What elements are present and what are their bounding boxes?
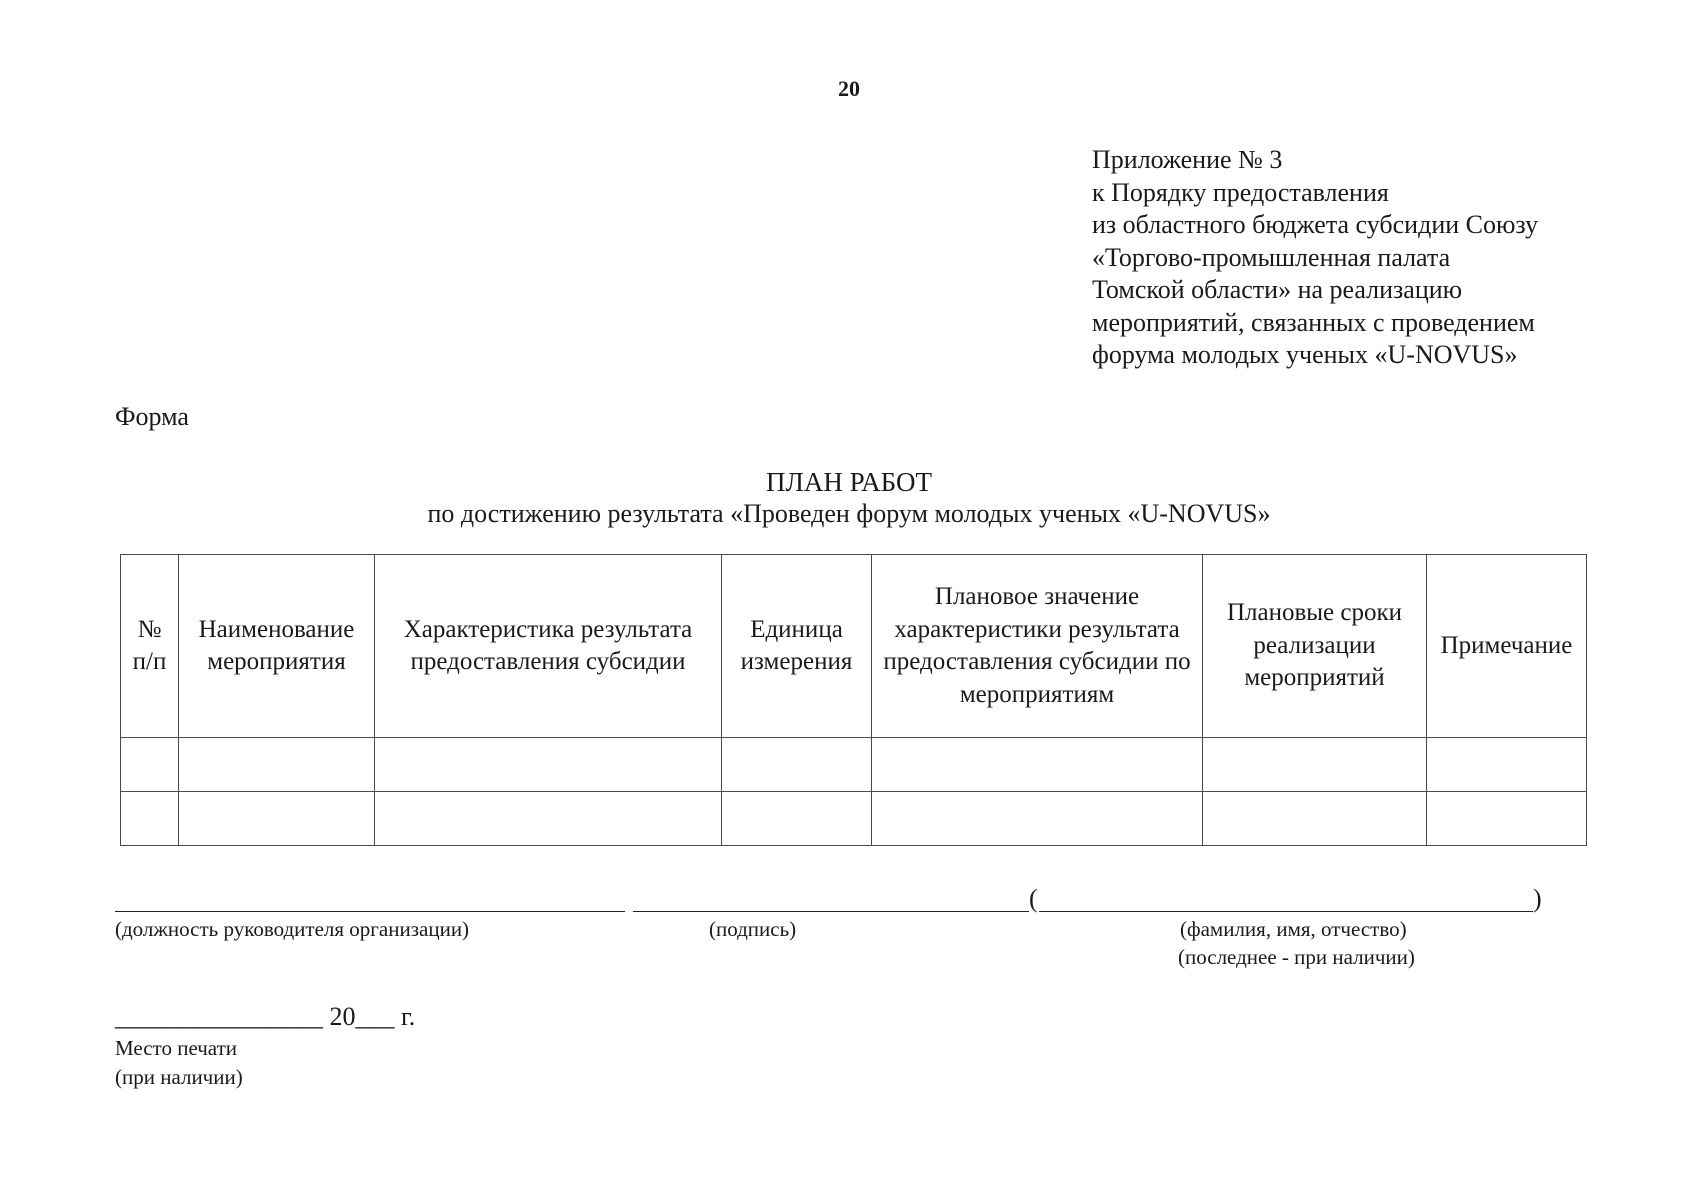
header-note: Примечание xyxy=(1427,555,1587,738)
table-cell[interactable] xyxy=(1427,792,1587,846)
table-cell[interactable] xyxy=(722,792,872,846)
appendix-header xyxy=(1092,144,1692,372)
appendix-line: Томской области» на реализацию xyxy=(1092,275,1463,304)
full-name-caption-note: (последнее - при наличии) xyxy=(1178,945,1415,969)
date-field[interactable]: ________________ 20___ г. xyxy=(115,1002,416,1031)
full-name-line[interactable] xyxy=(1039,911,1533,912)
table-cell[interactable] xyxy=(179,738,375,792)
table-cell[interactable] xyxy=(375,792,722,846)
table-header-row xyxy=(121,555,1587,738)
stamp-note xyxy=(115,1034,243,1092)
table-cell[interactable] xyxy=(121,792,179,846)
stamp-line: Место печати xyxy=(115,1036,238,1060)
table-cell[interactable] xyxy=(872,792,1203,846)
signature-line[interactable] xyxy=(633,911,1029,912)
header-planned-value: Плановое значение характеристики результата предоставления субсидии по мероприятиям xyxy=(872,555,1203,738)
plan-title: ПЛАН РАБОТ xyxy=(766,467,932,497)
name-close-paren: ) xyxy=(1533,884,1542,913)
appendix-line: из областного бюджета субсидии Союзу xyxy=(1092,210,1539,239)
table-cell[interactable] xyxy=(179,792,375,846)
plan-subtitle: по достижению результата «Проведен форум молодых ученых «U-NOVUS» xyxy=(427,499,1271,528)
appendix-line: мероприятий, связанных с проведением xyxy=(1092,307,1535,337)
signature-caption: (подпись) xyxy=(709,917,797,941)
page-number: 20 xyxy=(838,76,860,101)
table-cell[interactable] xyxy=(1203,792,1427,846)
table-cell[interactable] xyxy=(1427,738,1587,792)
position-signature-line[interactable] xyxy=(115,911,625,912)
appendix-line: форума молодых ученых «U-NOVUS» xyxy=(1092,340,1518,369)
appendix-line: Приложение № 3 xyxy=(1092,145,1283,174)
table-cell[interactable] xyxy=(121,738,179,792)
table-cell[interactable] xyxy=(872,738,1203,792)
header-unit: Единица измерения xyxy=(722,555,872,738)
form-label: Форма xyxy=(115,402,189,431)
table-row xyxy=(121,792,1587,846)
table-cell[interactable] xyxy=(722,738,872,792)
header-planned-dates: Плановые сроки реализации мероприятий xyxy=(1203,555,1427,738)
plan-table xyxy=(120,554,1587,846)
stamp-line: (при наличии) xyxy=(115,1065,243,1089)
header-result-characteristic: Характеристика результата предоставления субсидии xyxy=(375,555,722,738)
table-cell[interactable] xyxy=(375,738,722,792)
table-cell[interactable] xyxy=(1203,738,1427,792)
full-name-caption: (фамилия, имя, отчество) xyxy=(1180,917,1407,941)
header-event-name: Наименование мероприятия xyxy=(179,555,375,738)
position-caption: (должность руководителя организации) xyxy=(115,917,470,941)
appendix-line: к Порядку предоставления xyxy=(1092,177,1389,207)
name-open-paren: ( xyxy=(1029,884,1038,913)
header-number: № п/п xyxy=(121,555,179,738)
table-row xyxy=(121,738,1587,792)
appendix-line: «Торгово-промышленная палата xyxy=(1092,242,1451,272)
